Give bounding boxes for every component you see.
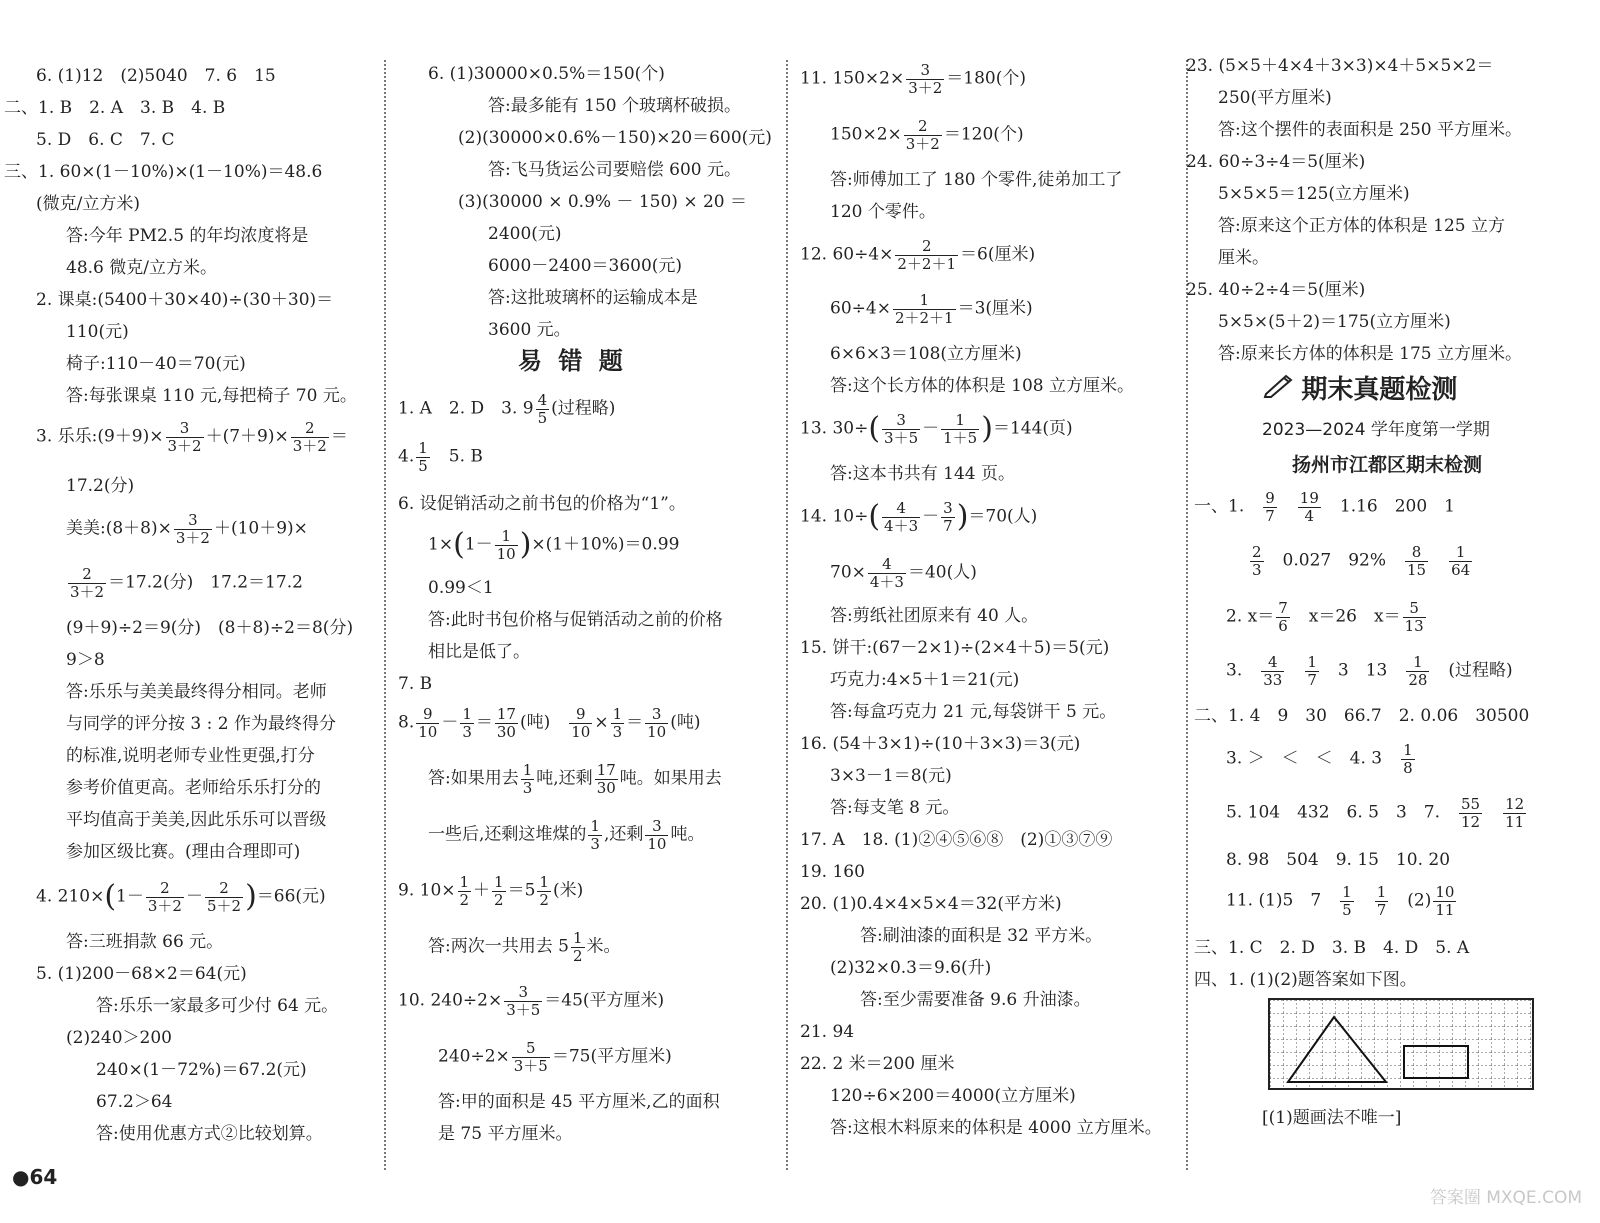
c2-q6-l2: 答:最多能有 150 个玻璃杯破损。 [488, 96, 741, 116]
c2-e6-l5: 相比是低了。 [428, 642, 530, 662]
fraction: $\frac{1}{2+2+1}$ [894, 291, 954, 327]
c1-q6: 6. (1)12 (2)5040 7. 6 15 [36, 66, 276, 86]
c1-q3-ans4: 参考价值更高。老师给乐乐打分的 [66, 778, 321, 798]
page-bullet-icon: ● [12, 1165, 30, 1189]
c2-e8-ans1: 答:如果用去 $\frac{1}{3}$ 吨,还剩 $\frac{17}{30}$ 吨。如果用去 [428, 761, 722, 797]
c3-q15-l2: 巧克力:4×5＋1＝21(元) [830, 670, 1020, 690]
c1-p3q1-l3: 答:今年 PM2.5 的年均浓度将是 [66, 226, 309, 246]
fraction: $\frac{1}{2}$ [494, 873, 504, 909]
c1-q2-l1: 2. 课桌:(5400＋30×40)÷(30＋30)＝ [36, 290, 334, 310]
c2-e8-ans2: 一些后,还剩这堆煤的 $\frac{1}{3}$ ,还剩 $\frac{3}{10}$ 吨。 [428, 817, 705, 853]
c3-q12-ans: 答:这个长方体的体积是 108 立方厘米。 [830, 376, 1134, 396]
c3-q20-l1: 20. (1)0.4×4×5×4＝32(平方米) [800, 894, 1062, 914]
fraction: $\frac{2}{3+2}$ [147, 879, 182, 915]
fraction: $\frac{1}{8}$ [1403, 741, 1413, 777]
fraction: $\frac{3}{3+5}$ [884, 411, 919, 447]
c1-part2-line1: 二、1. B 2. A 3. B 4. B [4, 98, 226, 118]
c3-q11-ans2: 120 个零件。 [830, 202, 936, 222]
c1-q3-cmp: 9＞8 [66, 650, 105, 670]
c4-q25-l3: 答:原来长方体的体积是 175 立方厘米。 [1218, 344, 1522, 364]
c1-q3-ans3: 的标准,说明老师专业性更强,打分 [66, 746, 315, 766]
fraction: $\frac{17}{30}$ [496, 705, 516, 741]
c4-q24-l4: 厘米。 [1218, 248, 1269, 268]
c4-p2-q5: 5. 104 432 6. 5 3 7. $\frac{55}{12}$ $\frac{12}{11}$ [1226, 795, 1525, 831]
c1-q3-lele: 3. 乐乐:(9＋9)× $\frac{3}{3+2}$ ＋(7＋9)× $\frac{2}{3+2}$ ＝ [36, 419, 348, 455]
c4-p1-q1-b: $\frac{2}{3}$ 0.027 92% $\frac{8}{15}$ $\frac{1}{64}$ [1252, 543, 1471, 579]
c2-e6-l3: 0.99＜1 [428, 578, 494, 598]
c1-q2-l3: 椅子:110－40＝70(元) [66, 354, 246, 374]
fraction: $\frac{1}{28}$ [1408, 653, 1428, 689]
c3-q11-a: 11. 150×2× $\frac{3}{3+2}$ ＝180(个) [800, 61, 1027, 97]
fraction: $\frac{8}{15}$ [1407, 543, 1427, 579]
c1-q5-l1: 5. (1)200－68×2＝64(元) [36, 964, 247, 984]
c3-q12-c: 6×6×3＝108(立方厘米) [830, 344, 1022, 364]
fraction: $\frac{19}{4}$ [1299, 489, 1319, 525]
fraction: $\frac{9}{10}$ [418, 705, 438, 741]
c3-q16-l1: 16. (54＋3×1)÷(10＋3×3)＝3(元) [800, 734, 1081, 754]
c4-q24-l2: 5×5×5＝125(立方厘米) [1218, 184, 1410, 204]
c4-p4: 四、1. (1)(2)题答案如下图。 [1194, 970, 1417, 990]
fraction: $\frac{1}{7}$ [1307, 653, 1317, 689]
fraction: $\frac{5}{13}$ [1404, 599, 1424, 635]
c3-q20-l2: 答:刷油漆的面积是 32 平方米。 [860, 926, 1103, 946]
c4-q24-l1: 24. 60÷3÷4＝5(厘米) [1186, 152, 1366, 172]
c4-p4-note: [(1)题画法不唯一] [1262, 1108, 1402, 1128]
section-title-mistakes: 易 错 题 [518, 347, 627, 375]
c1-q5-l4: 240×(1－72%)＝67.2(元) [96, 1060, 307, 1080]
grid-drawing-svg [1270, 1000, 1532, 1088]
fraction: $\frac{1}{3}$ [590, 817, 600, 853]
c3-q22-l1: 22. 2 米＝200 厘米 [800, 1054, 955, 1074]
fraction: $\frac{3}{3+2}$ [175, 511, 210, 547]
pencil-icon [1262, 383, 1301, 403]
fraction: $\frac{9}{7}$ [1265, 489, 1275, 525]
fraction: $\frac{1}{7}$ [1376, 883, 1387, 919]
fraction: $\frac{2}{3}$ [1252, 543, 1262, 579]
c3-q22-l2: 120÷6×200＝4000(立方厘米) [830, 1086, 1076, 1106]
c1-q3-avg: (9＋9)÷2＝9(分) (8＋8)÷2＝8(分) [66, 618, 354, 638]
c4-p1-q3: 3. $\frac{4}{33}$ $\frac{1}{7}$ 3 13 $\frac{1}{28}$ (过程略) [1226, 653, 1513, 689]
c2-q6-l8: 答:这批玻璃杯的运输成本是 [488, 288, 698, 308]
c3-q12-a: 12. 60÷4× $\frac{2}{2+2+1}$ ＝6(厘米) [800, 237, 1036, 273]
c1-q3-ans5: 平均值高于美美,因此乐乐可以晋级 [66, 810, 327, 830]
c3-q15-l1: 15. 饼干:(67－2×1)÷(2×4＋5)＝5(元) [800, 638, 1110, 658]
c4-q23-l2: 250(平方厘米) [1218, 88, 1332, 108]
c1-part2-line2: 5. D 6. C 7. C [36, 130, 175, 150]
c2-e4: 4. $\frac{1}{5}$ 5. B [398, 439, 483, 475]
c3-q22-l3: 答:这根木料原来的体积是 4000 立方厘米。 [830, 1118, 1162, 1138]
c1-q3-lele-result: 17.2(分) [66, 476, 135, 496]
column-separator [1186, 60, 1188, 1170]
c3-q13-ans: 答:这本书共有 144 页。 [830, 464, 1015, 484]
fraction: $\frac{1}{5}$ [1342, 883, 1352, 919]
exam-header [1262, 370, 1457, 407]
fraction: $\frac{9}{10}$ [571, 705, 591, 741]
c3-q13: 13. 30÷( $\frac{3}{3+5}$ － $\frac{1}{1+5}$ )＝144(页) [800, 411, 1073, 447]
c2-q6-l5: (3)(30000 × 0.9% － 150) × 20 ＝ [458, 192, 748, 212]
fraction: $\frac{3}{10}$ [647, 705, 667, 741]
fraction: $\frac{4}{4+3}$ [869, 555, 904, 591]
c1-q3-meimei: 美美:(8＋8)× $\frac{3}{3+2}$ ＋(10＋9)× [66, 511, 308, 547]
c4-p3: 三、1. C 2. D 3. B 4. D 5. A [1194, 938, 1470, 958]
fraction: $\frac{3}{3+5}$ [506, 983, 541, 1019]
fraction: $\frac{7}{6}$ [1278, 599, 1288, 635]
c1-q2-l4: 答:每张课桌 110 元,每把椅子 70 元。 [66, 386, 357, 406]
c1-q3-ans1: 答:乐乐与美美最终得分相同。老师 [66, 682, 327, 702]
fraction: $\frac{10}{11}$ [1435, 883, 1455, 919]
c1-q2-l2: 110(元) [66, 322, 129, 342]
fraction: $\frac{1}{2}$ [572, 929, 583, 965]
c2-e8: 8. $\frac{9}{10}$ － $\frac{1}{3}$ ＝ $\frac{17}{30}$ (吨) $\frac{9}{10}$ × $\frac{1}{3}$ ＝ $\frac{3}{10}$ (吨) [398, 705, 701, 741]
fraction: $\frac{1}{5}$ [418, 439, 428, 475]
c3-q16-l2: 3×3－1＝8(元) [830, 766, 952, 786]
c1-q3-ans2: 与同学的评分按 3 : 2 作为最终得分 [66, 714, 336, 734]
c4-p1-q2: 2. x＝ $\frac{7}{6}$ x＝26 x＝ $\frac{5}{13}$ [1226, 599, 1424, 635]
c3-q21: 21. 94 [800, 1022, 855, 1042]
exam-place: 扬州市江都区期末检测 [1292, 454, 1483, 476]
c1-q5-l2: 答:乐乐一家最多可少付 64 元。 [96, 996, 339, 1016]
fraction: $\frac{3}{7}$ [943, 499, 953, 535]
c4-p2-q1: 二、1. 4 9 30 66.7 2. 0.06 30500 [1194, 706, 1530, 726]
c2-q6-l9: 3600 元。 [488, 320, 571, 340]
grid-drawing-figure [1268, 998, 1534, 1090]
c1-p3q1-l2: (微克/立方米) [36, 194, 140, 214]
fraction: $\frac{4}{5}$ [537, 391, 548, 427]
c2-e9-ans: 答:两次一共用去 5 $\frac{1}{2}$ 米。 [428, 929, 621, 965]
fraction: $\frac{3}{3+2}$ [167, 419, 202, 455]
c2-q6-l3: (2)(30000×0.6%－150)×20＝600(元) [458, 128, 772, 148]
c4-q25-l1: 25. 40÷2÷4＝5(厘米) [1186, 280, 1366, 300]
fraction: $\frac{1}{1+5}$ [943, 411, 978, 447]
c4-q23-l3: 答:这个摆件的表面积是 250 平方厘米。 [1218, 120, 1522, 140]
c4-q24-l3: 答:原来这个正方体的体积是 125 立方 [1218, 216, 1505, 236]
c1-q5-l3: (2)240＞200 [66, 1028, 172, 1048]
c3-q16-l3: 答:每支笔 8 元。 [830, 798, 960, 818]
c2-e6-l1: 6. 设促销活动之前书包的价格为“1”。 [398, 494, 686, 514]
c3-q14-a: 14. 10÷( $\frac{4}{4+3}$ － $\frac{3}{7}$ )＝70(人) [800, 499, 1038, 535]
fraction: $\frac{2}{3+2}$ [70, 565, 105, 601]
fraction: $\frac{1}{2}$ [539, 873, 549, 909]
c4-p2-q11: 11. (1)5 7 $\frac{1}{5}$ $\frac{1}{7}$ (2) $\frac{10}{11}$ [1226, 883, 1455, 919]
c1-q5-l5: 67.2＞64 [96, 1092, 173, 1112]
fraction: $\frac{2}{2+2+1}$ [897, 237, 957, 273]
column-separator [786, 60, 788, 1170]
fraction: $\frac{1}{10}$ [496, 527, 516, 563]
fraction: $\frac{3}{3+2}$ [908, 61, 943, 97]
exam-year: 2023—2024 学年度第一学期 [1262, 420, 1490, 440]
c2-e10-ans2: 是 75 平方厘米。 [438, 1124, 573, 1144]
c4-q25-l2: 5×5×(5＋2)＝175(立方厘米) [1218, 312, 1451, 332]
c2-q6-l6: 2400(元) [488, 224, 562, 244]
column-separator [384, 60, 386, 1170]
c2-e1: 1. A 2. D 3. 9 $\frac{4}{5}$ (过程略) [398, 391, 616, 427]
c2-e10-a: 10. 240÷2× $\frac{3}{3+5}$ ＝45(平方厘米) [398, 983, 665, 1019]
c1-q3-ans6: 参加区级比赛。(理由合理即可) [66, 842, 301, 862]
watermark: 答案圈 MXQE.COM [1429, 1187, 1582, 1208]
page-number: ●64 [12, 1165, 58, 1189]
c2-e6-l4: 答:此时书包价格与促销活动之前的价格 [428, 610, 723, 630]
c2-e7: 7. B [398, 674, 433, 694]
c3-q17: 17. A 18. (1)②④⑤⑥⑧ (2)①③⑦⑨ [800, 830, 1113, 850]
c2-e10-ans1: 答:甲的面积是 45 平方厘米,乙的面积 [438, 1092, 720, 1112]
c3-q20-l3: (2)32×0.3＝9.6(升) [830, 958, 992, 978]
c2-e10-b: 240÷2× $\frac{5}{3+5}$ ＝75(平方厘米) [438, 1039, 672, 1075]
c2-e6-l2: 1×(1－ $\frac{1}{10}$ )×(1＋10%)＝0.99 [428, 527, 680, 563]
c2-q6-l1: 6. (1)30000×0.5%＝150(个) [428, 64, 665, 84]
c3-q14-b: 70× $\frac{4}{4+3}$ ＝40(人) [830, 555, 977, 591]
fraction: $\frac{12}{11}$ [1505, 795, 1525, 831]
c4-p2-q3: 3. ＞ ＜ ＜ 4. 3 $\frac{1}{8}$ [1226, 741, 1413, 777]
c3-q11-ans1: 答:师傅加工了 180 个零件,徒弟加工了 [830, 170, 1123, 190]
c1-q4: 4. 210×(1－ $\frac{2}{3+2}$ － $\frac{2}{5+2}$ )＝66(元) [36, 879, 326, 915]
c2-e9: 9. 10× $\frac{1}{2}$ ＋ $\frac{1}{2}$ ＝5 $\frac{1}{2}$ (米) [398, 873, 584, 909]
fraction: $\frac{5}{3+5}$ [513, 1039, 548, 1075]
fraction: $\frac{17}{30}$ [596, 761, 616, 797]
c3-q19: 19. 160 [800, 862, 865, 882]
c4-p1-q1: 一、1. $\frac{9}{7}$ $\frac{19}{4}$ 1.16 200 1 [1194, 489, 1455, 525]
fraction: $\frac{1}{3}$ [462, 705, 472, 741]
c1-q3-meimei-2: $\frac{2}{3+2}$ ＝17.2(分) 17.2＝17.2 [70, 565, 303, 601]
fraction: $\frac{3}{10}$ [647, 817, 667, 853]
fraction: $\frac{4}{33}$ [1263, 653, 1283, 689]
c3-q14-ans: 答:剪纸社团原来有 40 人。 [830, 606, 1039, 626]
fraction: $\frac{1}{3}$ [522, 761, 533, 797]
fraction: $\frac{55}{12}$ [1461, 795, 1481, 831]
c2-q6-l4: 答:飞马货运公司要赔偿 600 元。 [488, 160, 741, 180]
c1-p3q1-l4: 48.6 微克/立方米。 [66, 258, 217, 278]
c1-q4-ans: 答:三班捐款 66 元。 [66, 932, 224, 952]
exam-title: 期末真题检测 [1301, 375, 1458, 405]
c2-q6-l7: 6000－2400＝3600(元) [488, 256, 683, 276]
fraction: $\frac{2}{3+2}$ [292, 419, 327, 455]
fraction: $\frac{1}{2}$ [459, 873, 470, 909]
c3-q15-l3: 答:每盒巧克力 21 元,每袋饼干 5 元。 [830, 702, 1117, 722]
c3-q20-l4: 答:至少需要准备 9.6 升油漆。 [860, 990, 1091, 1010]
c3-q12-b: 60÷4× $\frac{1}{2+2+1}$ ＝3(厘米) [830, 291, 1033, 327]
fraction: $\frac{2}{5+2}$ [206, 879, 242, 915]
fraction: $\frac{2}{3+2}$ [905, 117, 940, 153]
c4-p2-q8: 8. 98 504 9. 15 10. 20 [1226, 850, 1451, 870]
c1-p3q1-l1: 三、1. 60×(1－10%)×(1－10%)＝48.6 [4, 162, 323, 182]
c1-q5-l6: 答:使用优惠方式②比较划算。 [96, 1124, 323, 1144]
c4-q23-l1: 23. (5×5＋4×4＋3×3)×4＋5×5×2＝ [1186, 56, 1494, 76]
fraction: $\frac{4}{4+3}$ [884, 499, 919, 535]
fraction: $\frac{1}{3}$ [612, 705, 623, 741]
fraction: $\frac{1}{64}$ [1451, 543, 1471, 579]
c3-q11-b: 150×2× $\frac{2}{3+2}$ ＝120(个) [830, 117, 1024, 153]
